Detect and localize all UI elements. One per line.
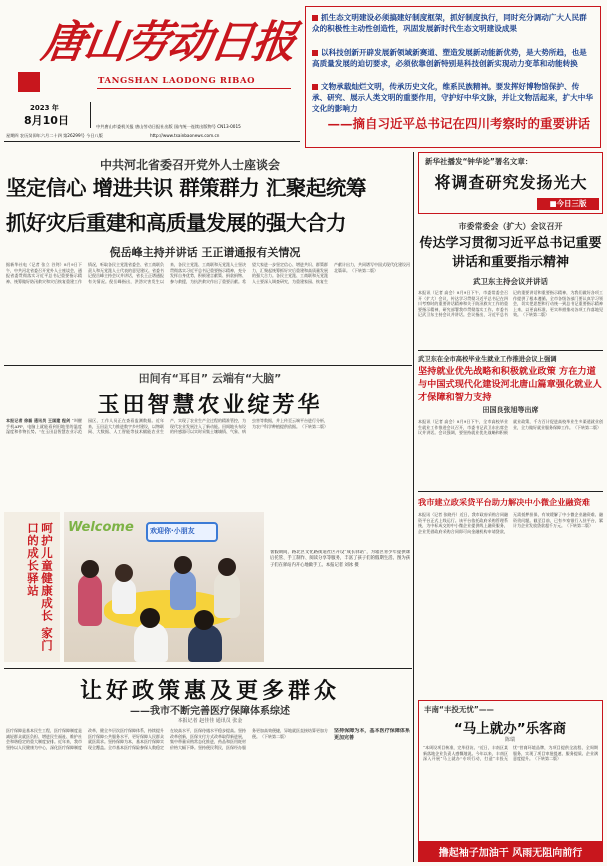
welcome-sign: Welcome [68,520,134,535]
child-head [81,560,99,578]
bullet-icon [312,84,318,90]
column-divider [413,152,414,862]
cmte-kicker: 市委常委会（扩大）会议召开 [458,222,563,231]
cmte-headline: 传达学习贯彻习近平总书记重要讲话和重要指示精神 [419,236,602,270]
xinhua-tag: ■今日三版 [537,198,599,210]
feat-headline: “马上就办”乐客商 [453,721,567,737]
employ-body: 本报讯（记者 高会）8月9日下午，全市高校毕业生就业工作推进会议召开，市委书记武卫东出席会议并讲话。会议强调，要坚持就业优先战略和积极就业政策，千方百计促进高校毕业生多渠道就业创业，全力做好就业服务保障工作。（下转第二版） [418,419,603,436]
photo-caption: 暑假期间，路北区文化路街道社区开设“成长驿站”，为辖区青少年提供课后托管、手工制作、阅读分享等服务，丰富了孩子们的假期生活。图为孩子们在驿站内开心地做手工。本报记者 刘冰 摄 [270,550,410,568]
child-head [115,564,133,582]
medical-headline: 让好政策惠及更多群众 [79,678,340,704]
sponsor-line: 中共唐山市委机关报 唐山劳动日报社出版 国内统一连续出版物号 CN13-0015 [96,124,241,129]
feat-body: “本周设项目核准，完毕回访。”近日，丰南区某新落地企业负责人感慨地说。今年以来，丰南区深入开展“马上就办”专项行动，打造“丰投无忧”营商环境品牌，为项目提供全流程、全周期服务，实现了项目审批提速、服务提质、企业满意度提升。（下转第二版） [423,745,598,762]
feat-kicker: 丰南“丰投无忧”—— [424,705,494,714]
bullet-icon [312,50,318,56]
bottom-banner [419,841,602,861]
masthead-divider [90,102,91,128]
right-rule-2 [418,491,603,492]
issue-date: 8月10日 [24,114,69,127]
banner-text: 欢迎你·小朋友 [150,527,195,535]
child-figure [78,574,102,626]
xinhua-headline: 将调查研究发扬光大 [434,173,588,192]
ai-byline: 本报记者 徐磊 通讯员 王国建 程剑 [6,418,71,423]
lead-headline-2: 抓好灾后重建和高质量发展的强大合力 [6,211,346,235]
section-rule-1 [4,365,412,366]
employ-headline: 坚持就业优先战略和积极就业政策 方在力道与中国式现代化建设河北唐山篇章强化就业人才保障和智力支持 [418,366,602,403]
quote-item-2: 以科技创新开辟发展新领域新赛道、塑造发展新动能新优势，是大势所趋，也是高质量发展的迫切要求，必须依靠创新特别是科技创新实现动力变革和动能转换 [312,48,587,68]
right-rule-1 [418,350,603,351]
masthead-pinyin: TANGSHAN LAODONG RIBAO [98,76,256,86]
finance-headline: 我市建立政采贷平台助力解决中小微企业融资难 [418,497,590,507]
cmte-body: 本报讯（记者 高会）8月9日下午，市委常委会召开（扩大）会议，传达学习贯彻习近平总书记在四川考察时的重要讲话精神和关于防汛救灾工作的重要指示精神，研究部署我市贯彻落实工作。市委书记武卫东主持会议并讲话。会议指出，习近平总书记的重要讲话和重要指示精神，为我们做好各项工作提供了根本遵循。全市各级各部门要认真学习领会，切实把思想和行动统一到总书记重要指示精神上来，以更高标准、更实举措推动各项工作落地见效。（下转第二版） [418,290,603,318]
masthead-title: 唐山劳动日报 [38,17,298,68]
photo-vertical-caption-box [4,512,60,662]
weekday-line: 星期四 农历癸卯年六月二十四 第26299号 今日八版 [6,133,103,138]
masthead-underline [97,88,291,89]
quote-box [305,6,601,148]
medical-body: 医疗保障是基本民生工程，医疗保障制度是减轻群众就医负担、增进民生福祉、维护社会和谐稳定的重大制度安排。近年来，我市坚持以人民健康为中心，深化医疗保障制度改革，健全多层次医疗保障体系，持续提升医疗保障公共服务水平，更好保障人民群众就医需求。坚持保障为本，基本医疗保障实现全覆盖。全市基本医疗保险参保人数稳定在较高水平，医保待遇水平稳步提高。坚持改革创新，医保支付方式改革取得新进展，集中带量采购常态化推进，药品和医用耗材价格大幅下降。坚持便民利民，医保经办服务更加高效便捷，异地就医直接结算更加方便。（下转第二版） 坚持保障为本，基本医疗保障体系更加完善 [6,728,410,750]
bullet-icon [312,15,318,21]
child-figure [170,570,196,610]
lead-kicker: 中共河北省委召开党外人士座谈会 [99,158,280,172]
lead-subhead: 倪岳峰主持并讲话 王正谱通报有关情况 [109,246,301,259]
quote-source: ——摘自习近平总书记在四川考察时的重要讲话 [327,116,590,131]
quote-item-3: 文物承载灿烂文明，传承历史文化，维系民族精神。要发挥好博物馆保护、传承、研究、展示人类文明的重要作用，守护好中华文脉，并让文物活起来，扩大中华文化的影响力 [312,82,593,113]
child-figure [214,572,240,618]
xinhua-kicker: 新华社播发“钟华论”署名文章： [425,157,533,166]
website: http://www.tsainbaonews.com.cn [150,133,220,138]
medical-subhead: ——我市不断完善医疗保障体系综述 [130,706,290,717]
quote-item-1: 抓生态文明建设必须搞建好制度框架，抓好制度执行，同时充分调动广大人民群众的积极性主动性创造性，巩固发展新时代生态文明建设成果 [312,13,587,33]
ai-body: 本报记者 徐磊 通讯员 王国建 程剑 “叫醒手机APP，电脑上就能看到田地里的温度湿度和作物长势。”在玉田县智慧农业示范园区，工作人员正在查看监测数据。近年来，玉田县大力推进数字乡村建设，以物联网、大数据、人工智能等技术赋能农业生产，实现了农业生产全过程的精准管控，为现代农业发展注入了新动能。田间地头布设的传感器可以实时采集土壤墒情、气象、病虫害等数据，并上传至云端平台进行分析，为农户科学种植提供依据。（下转第二版） [6,418,328,435]
masthead-bottom-rule [4,141,300,142]
child-head [140,608,160,628]
kids-photo [64,512,264,662]
photo-vertical-caption: 呵护儿童健康成长 家门口的成长驿站 [26,522,54,653]
ai-kicker: 田间有“耳目” 云端有“大脑” [138,372,282,385]
bottom-banner-text: 撸起袖子加油干 风雨无阻向前行 [438,848,583,859]
lead-headline-1: 坚定信心 增进共识 群策群力 汇聚起统筹 [6,176,366,200]
photo-block [4,512,412,662]
feat-byline: 陈瑞 [504,737,515,743]
issue-year: 2023 年 [30,104,59,112]
employ-kicker: 武卫东在全市高校毕业生就业工作推进会议上强调 [418,356,557,363]
masthead [0,0,300,150]
lead-body: 据新华社电（记者 张立 谷剑）8月9日下午，中共河北省委召开党外人士座谈会，通报省委贯彻落实习近平总书记重要指示精神、统筹做好防汛救灾和灾后恢复重建工作情况，听取各民主党派省委会、省工商联负责人和无党派人士代表的意见建议。省委书记倪岳峰主持会议并讲话，省长王正谱通报有关情况。倪岳峰指出，洪涝灾害发生以来，各民主党派、工商联和无党派人士坚决贯彻落实习近平总书记重要指示精神，充分发挥自身优势，积极建言献策、捐款捐物、参与救援，为抗洪救灾作出了重要贡献。希望大家进一步坚定信心、增进共识、群策群力，汇聚起统筹抓好灾后重建和高质量发展的强大合力。各民主党派、工商联和无党派人士要深入调查研究，为重建家园、恢复生产献计出力，共同谱写中国式现代化建设河北篇章。（下转第二版） [6,262,410,284]
child-figure [112,578,136,614]
xinhua-box [418,152,603,214]
employ-sub: 田国良张旭等出席 [482,406,539,414]
child-head [218,558,236,576]
medical-tail-label: 坚持保障为本，基本医疗保障体系更加完善 [334,728,410,741]
medical-byline: 本报记者 赵佳佳 通讯员 张金 [177,718,243,724]
ai-headline: 玉田智慧农业绽芳华 [97,392,323,418]
child-head [174,556,192,574]
section-rule-2 [4,668,412,669]
child-head [194,610,214,630]
child-figure [134,622,168,662]
masthead-rule [18,72,40,92]
cmte-sub: 武卫东主持会议并讲话 [473,277,548,286]
feature-box [418,700,603,862]
finance-body: 本报讯（记者 张晓丹）近日，我市政府采购合同融资平台正式上线运行。该平台依托政府采购管理系统，为中标成交的中小微企业提供线上融资服务，企业凭借政府采购合同即可向金融机构申请贷款，无需抵押担保，有效缓解了中小微企业融资难、融资贵问题。截至目前，已有多家银行入驻平台，累计为企业发放贷款超千万元。（下转第二版） [418,512,603,534]
